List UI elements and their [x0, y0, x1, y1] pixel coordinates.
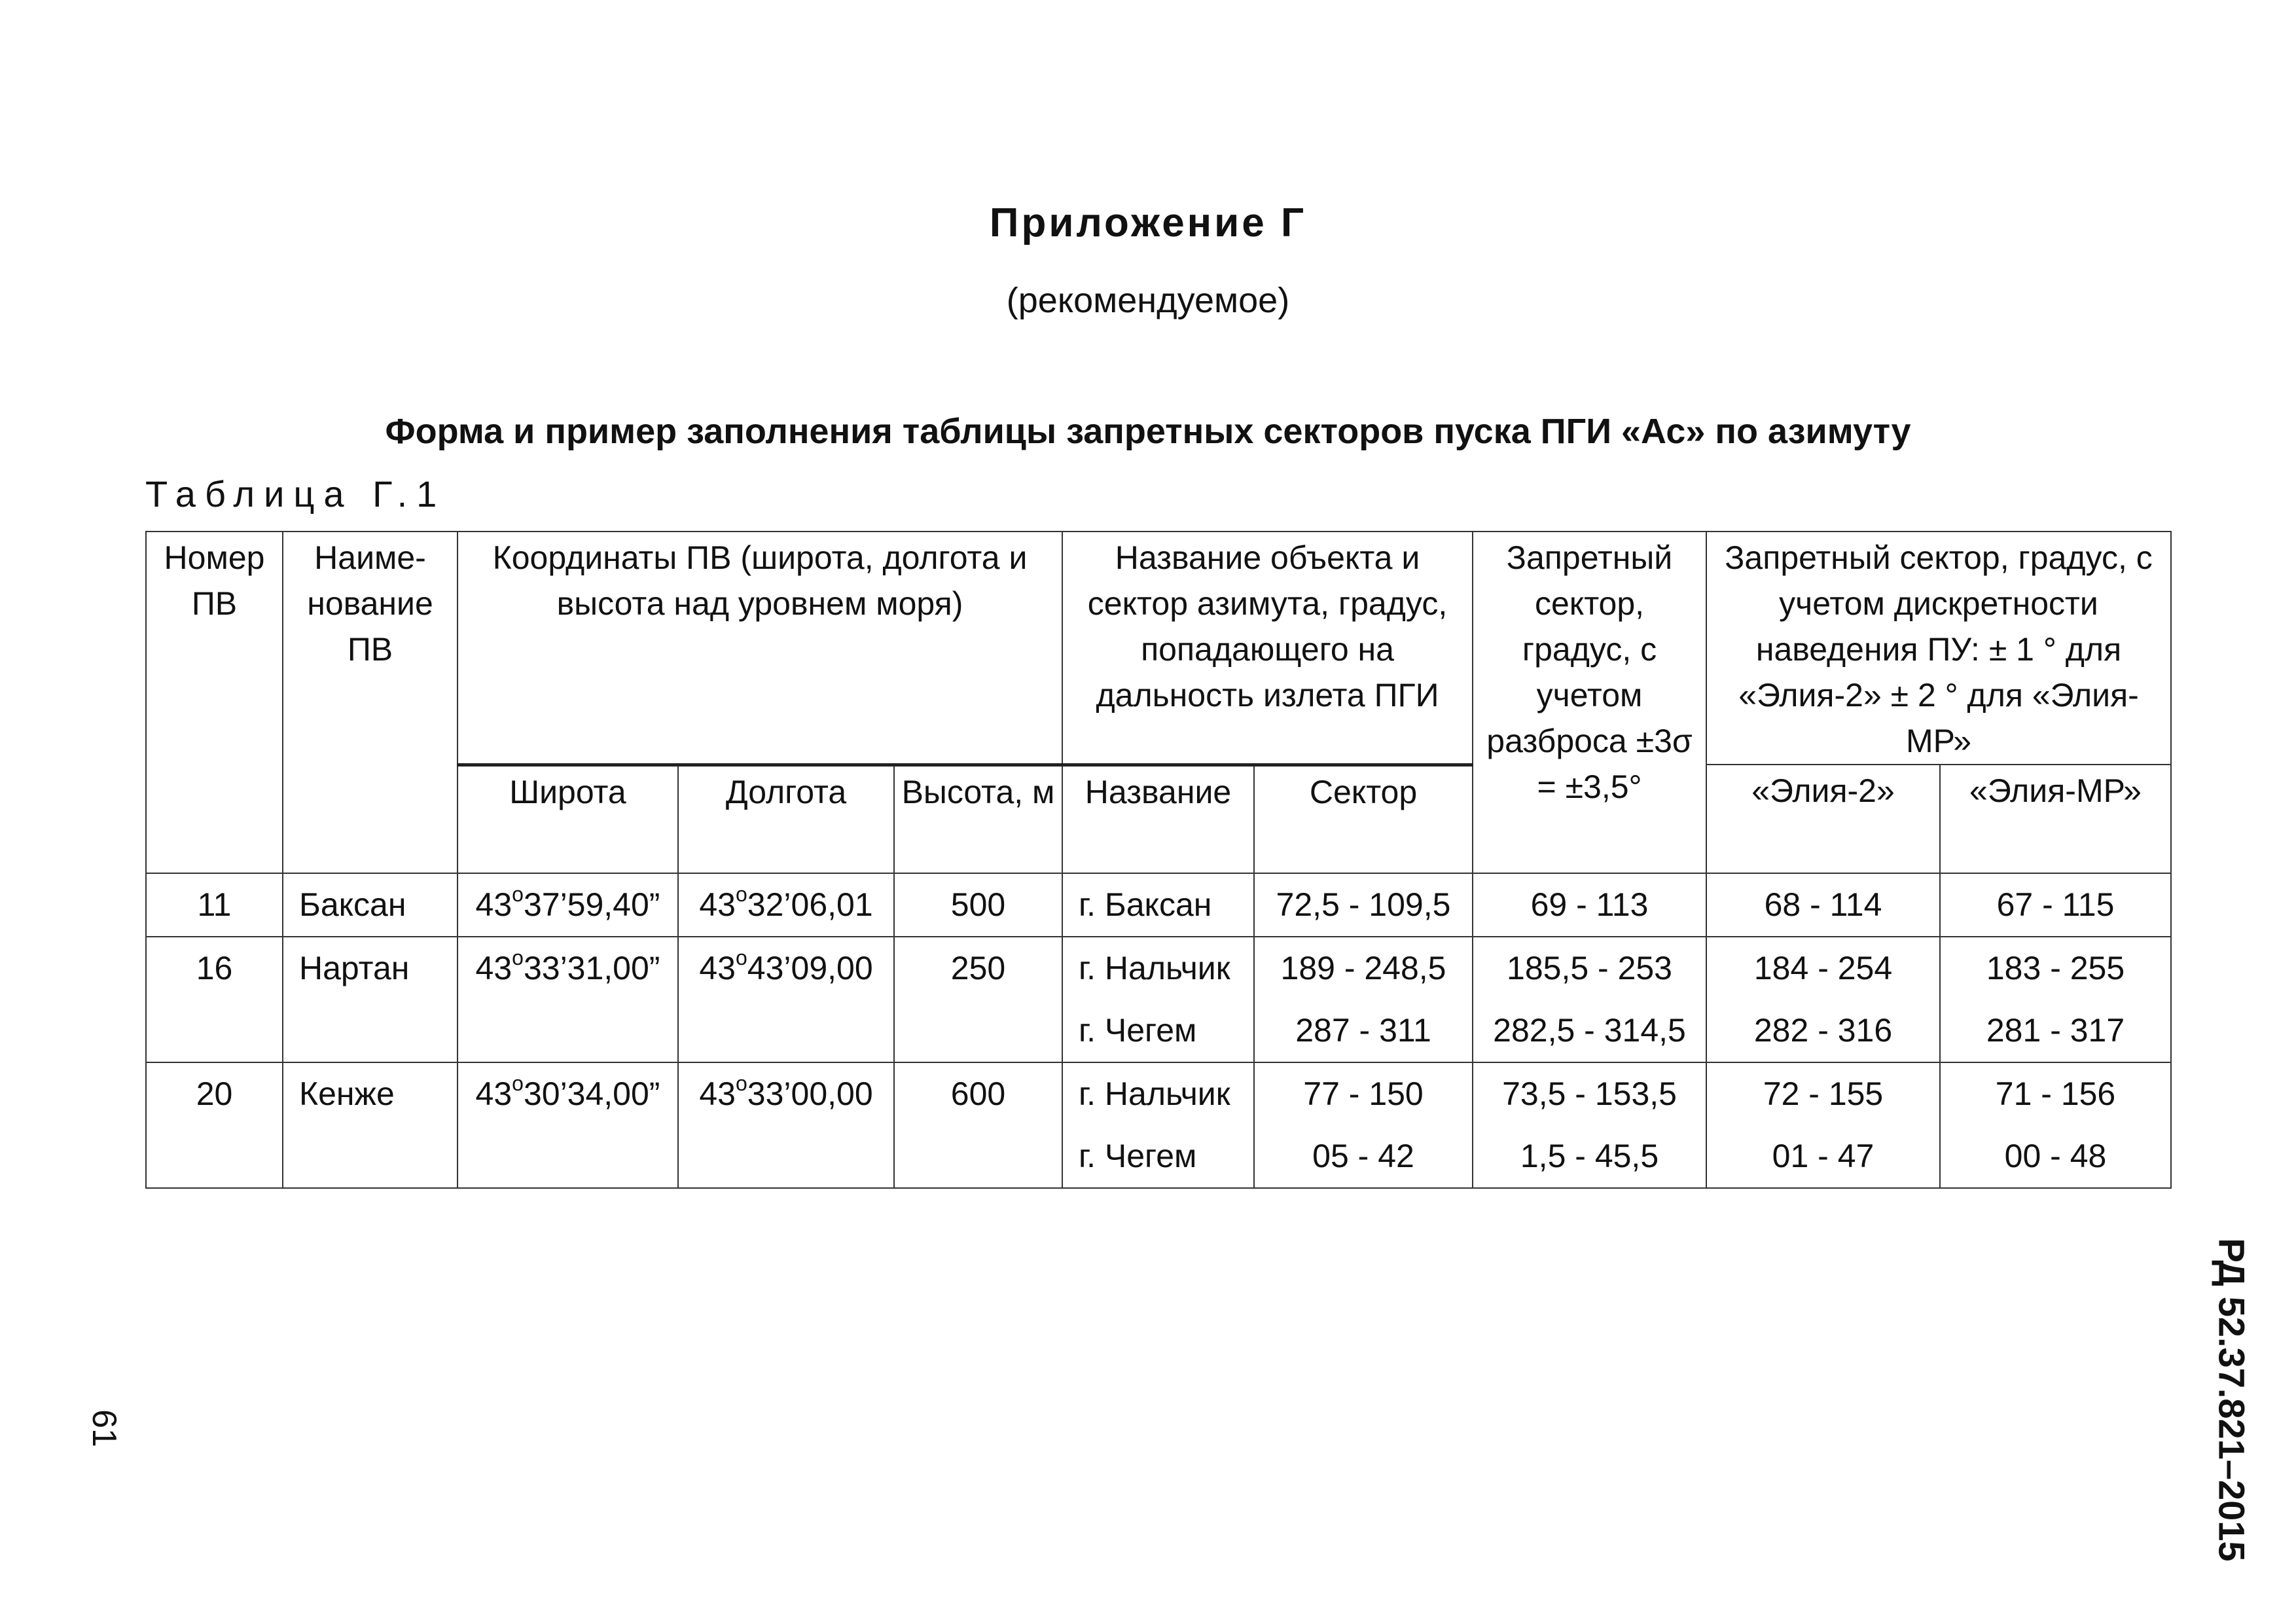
row-altitude: 250: [894, 937, 1062, 1062]
document-code: РД 52.37.821–2015: [2211, 1238, 2253, 1562]
header-altitude: Высота, м: [894, 765, 1062, 873]
row-longitude: 43$^o$43’09,00: [678, 937, 894, 1062]
table-label: Таблица Г.1: [145, 473, 446, 514]
header-object-name: Название: [1062, 765, 1254, 873]
header-latitude: Широта: [457, 765, 678, 873]
row-name: Кенже: [283, 1062, 457, 1188]
header-elia2: «Элия-2»: [1706, 765, 1940, 873]
row-elia2: 184 - 254 282 - 316: [1706, 937, 1940, 1062]
row-eliamr: 67 - 115: [1940, 873, 2171, 937]
page-number: 61: [84, 1409, 123, 1447]
row-elia2: 68 - 114: [1706, 873, 1940, 937]
row-forbidden: 69 - 113: [1473, 873, 1706, 937]
table-row: [146, 1062, 2171, 1188]
table-row: [146, 873, 2171, 937]
row-object-name: г. Нальчик г. Чегем: [1062, 1062, 1254, 1188]
row-latitude: 43$^o$33’31,00”: [457, 937, 678, 1062]
row-longitude: 43$^o$32’06,01: [678, 873, 894, 937]
forbidden-sectors-table: [145, 531, 2172, 1189]
row-sector: 189 - 248,5 287 - 311: [1254, 937, 1473, 1062]
row-eliamr: 183 - 255 281 - 317: [1940, 937, 2171, 1062]
header-sector: Сектор: [1254, 765, 1473, 873]
row-forbidden: 185,5 - 253 282,5 - 314,5: [1473, 937, 1706, 1062]
row-altitude: 500: [894, 873, 1062, 937]
row-latitude: 43$^o$30’34,00”: [457, 1062, 678, 1188]
table-row: [146, 937, 2171, 1062]
header-longitude: Долгота: [678, 765, 894, 873]
row-number: 20: [146, 1062, 283, 1188]
header-object: Название объекта и сектор азимута, градус, попадающего на дальность излета ПГИ: [1062, 532, 1473, 765]
row-latitude: 43$^o$37’59,40”: [457, 873, 678, 937]
row-forbidden: 73,5 - 153,5 1,5 - 45,5: [1473, 1062, 1706, 1188]
row-eliamr: 71 - 156 00 - 48: [1940, 1062, 2171, 1188]
row-name: Баксан: [283, 873, 457, 937]
row-elia2: 72 - 155 01 - 47: [1706, 1062, 1940, 1188]
appendix-title: Приложение Г: [989, 200, 1307, 245]
row-object-name: г. Баксан: [1062, 873, 1254, 937]
row-altitude: 600: [894, 1062, 1062, 1188]
row-sector: 72,5 - 109,5: [1254, 873, 1473, 937]
appendix-subtitle: (рекомендуемое): [1006, 281, 1290, 320]
row-sector: 77 - 150 05 - 42: [1254, 1062, 1473, 1188]
header-eliamr: «Элия-МР»: [1940, 765, 2171, 873]
row-name: Нартан: [283, 937, 457, 1062]
header-name: Наиме-нование ПВ: [283, 532, 457, 873]
header-forbidden: Запретный сектор, градус, с учетом разброса ±3σ = ±3,5°: [1473, 532, 1706, 873]
row-longitude: 43$^o$33’00,00: [678, 1062, 894, 1188]
row-number: 11: [146, 873, 283, 937]
header-coords: Координаты ПВ (широта, долгота и высота над уровнем моря): [457, 532, 1062, 765]
header-forbidden-discrete: Запретный сектор, градус, с учетом дискретности наведения ПУ: ± 1 ° для «Элия-2» ± 2 ° для «Элия-МР»: [1706, 532, 2171, 765]
row-number: 16: [146, 937, 283, 1062]
form-title: Форма и пример заполнения таблицы запретных секторов пуска ПГИ «Ас» по азимуту: [385, 412, 1911, 451]
header-number: Номер ПВ: [146, 532, 283, 873]
row-object-name: г. Нальчик г. Чегем: [1062, 937, 1254, 1062]
